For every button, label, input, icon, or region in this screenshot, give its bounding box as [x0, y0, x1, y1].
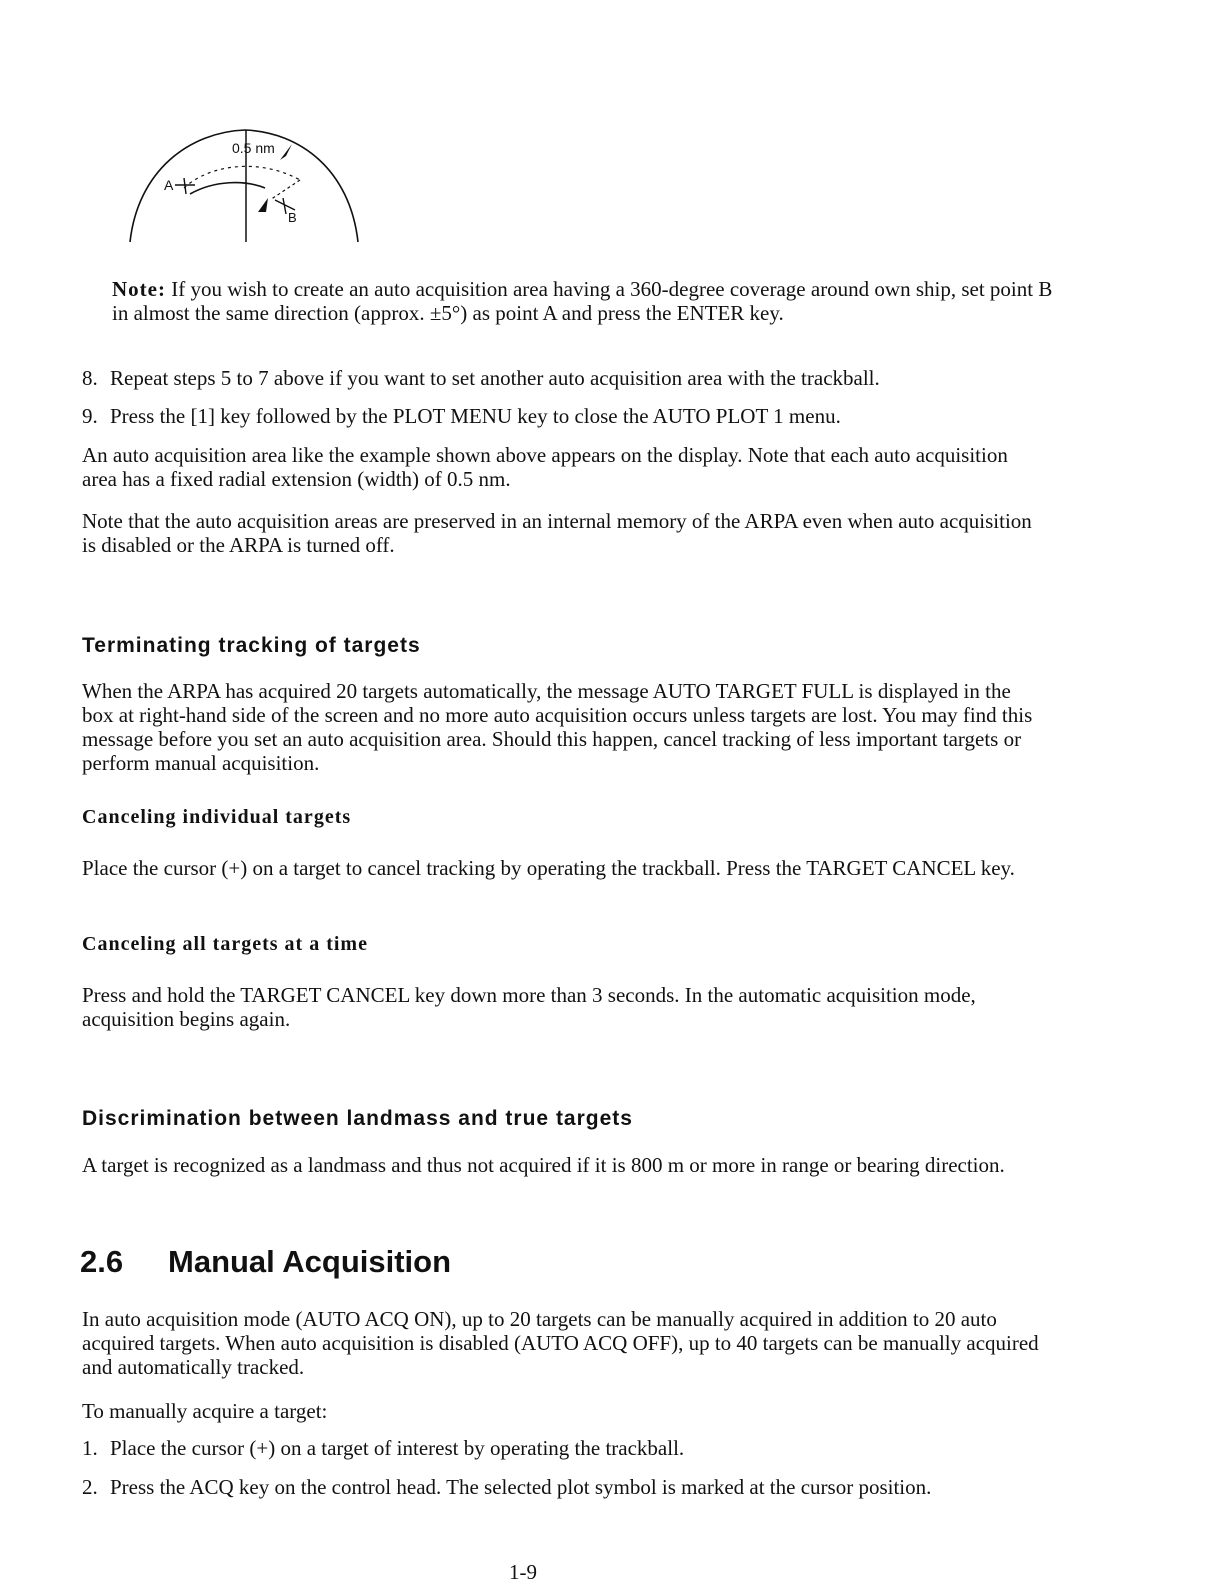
point-a-label: A: [164, 177, 174, 193]
auto-acquisition-area-diagram: [120, 120, 370, 250]
note-label: Note:: [112, 277, 166, 301]
section-title: Manual Acquisition: [168, 1244, 452, 1279]
step-number: 1.: [82, 1436, 98, 1460]
acquisition-area-inner-arc: [190, 183, 265, 194]
list-item: [82, 1436, 1042, 1460]
section-number: 2.6: [80, 1244, 124, 1279]
paragraph: To manually acquire a target:: [82, 1399, 328, 1423]
acquisition-area-outer-arc: [184, 166, 300, 188]
paragraph: Press and hold the TARGET CANCEL key down more than 3 seconds. In the automatic acquisition mode, acquisition begins again.: [82, 983, 976, 1031]
section-heading: [80, 1244, 451, 1280]
paragraph: When the ARPA has acquired 20 targets automatically, the message AUTO TARGET FULL is displayed in the box at right-hand side of the screen and no more auto acquisition occurs unless targets are lost. You may find this message before you set an auto acquisition area. Should this happen, cancel tracking of less important targets or perform manual acquisition.: [82, 679, 1033, 775]
list-item: [82, 1475, 1042, 1499]
heading-discrimination: Discrimination between landmass and true targets: [82, 1107, 633, 1130]
step-number: 2.: [82, 1475, 98, 1499]
step-text: Place the cursor (+) on a target of interest by operating the trackball.: [110, 1436, 685, 1460]
scale-label: 0.5 nm: [232, 140, 275, 156]
step-number: 8.: [82, 366, 98, 390]
note-text: If you wish to create an auto acquisition area having a 360-degree coverage around own ship, set point B in almost the same direction (approx. ±5°) as point A and press the ENTER key.: [112, 277, 1053, 325]
paragraph: A target is recognized as a landmass and thus not acquired if it is 800 m or more in range or bearing direction.: [82, 1153, 1005, 1177]
paragraph: In auto acquisition mode (AUTO ACQ ON), up to 20 targets can be manually acquired in addition to 20 auto acquired targets. When auto acquisition is disabled (AUTO ACQ OFF), up to 40 targets can be manually acquired and automatically tracked.: [82, 1307, 1039, 1379]
step-number: 9.: [82, 404, 98, 428]
point-b-label: B: [288, 210, 297, 225]
heading-terminating: Terminating tracking of targets: [82, 634, 421, 657]
paragraph: An auto acquisition area like the example shown above appears on the display. Note that each auto acquisition area has a fixed radial extension (width) of 0.5 nm.: [82, 443, 1008, 491]
heading-cancel-all: Canceling all targets at a time: [82, 933, 368, 955]
step-text: Press the ACQ key on the control head. The selected plot symbol is marked at the cursor position.: [110, 1475, 932, 1499]
list-item: [82, 366, 1042, 390]
note-paragraph: [112, 277, 1072, 325]
arrow-icon: [258, 198, 268, 212]
page-number: 1-9: [509, 1560, 537, 1584]
point-a-cursor-icon: [175, 178, 195, 194]
paragraph: Place the cursor (+) on a target to cancel tracking by operating the trackball. Press the TARGET CANCEL key.: [82, 856, 1015, 880]
acquisition-area-right-edge: [270, 180, 300, 200]
paragraph: Note that the auto acquisition areas are preserved in an internal memory of the ARPA even when auto acquisition is disabled or the ARPA is turned off.: [82, 509, 1032, 557]
heading-cancel-individual: Canceling individual targets: [82, 806, 352, 828]
step-text: Press the [1] key followed by the PLOT MENU key to close the AUTO PLOT 1 menu.: [110, 404, 841, 428]
list-item: [82, 404, 1042, 428]
arrow-icon: [280, 144, 292, 160]
step-text: Repeat steps 5 to 7 above if you want to set another auto acquisition area with the trackball.: [110, 366, 880, 390]
